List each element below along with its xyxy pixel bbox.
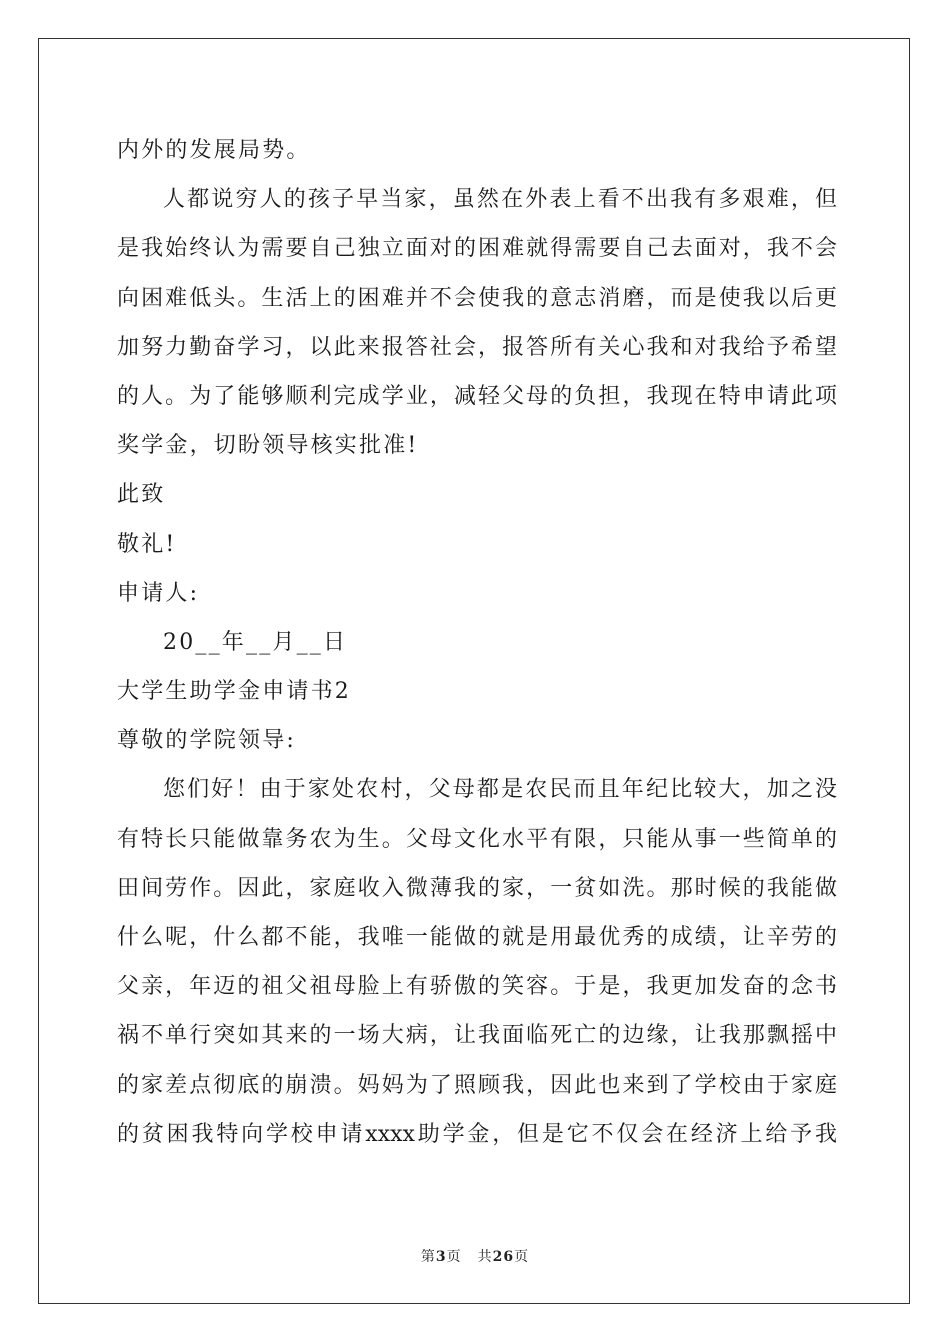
- document-body: [117, 126, 837, 1159]
- page-total: 26: [492, 1249, 515, 1265]
- text-line: 加努力勤奋学习，以此来报答社会，报答所有关心我和对我给予希望: [117, 334, 837, 360]
- page-prefix: 第: [420, 1249, 436, 1265]
- page-suffix: 页: [446, 1249, 462, 1265]
- applicant-label: 申请人:: [117, 580, 200, 606]
- text-line: 有特长只能做靠务农为生。父母文化水平有限，只能从事一些简单的: [117, 826, 837, 852]
- text-line: 的家差点彻底的崩溃。妈妈为了照顾我，因此也来到了学校由于家庭: [117, 1072, 837, 1098]
- page-footer: [0, 1246, 950, 1266]
- text-line: 奖学金，切盼领导核实批准!: [117, 433, 419, 459]
- text-line: 是我始终认为需要自己独立面对的困难就得需要自己去面对，我不会: [117, 236, 837, 262]
- text-line: 什么呢，什么都不能，我唯一能做的就是用最优秀的成绩，让辛劳的: [117, 925, 837, 950]
- total-suffix: 页: [514, 1249, 530, 1265]
- text-line: 内外的发展局势。: [117, 138, 311, 163]
- total-prefix: 共: [477, 1249, 493, 1265]
- section-title: 大学生助学金申请书2: [117, 679, 351, 705]
- text-line: 父亲，年迈的祖父祖母脸上有骄傲的笑容。于是，我更加发奋的念书: [117, 974, 837, 1000]
- text-line: 向困难低头。生活上的困难并不会使我的意志消磨，而是使我以后更: [117, 285, 837, 311]
- greeting: 尊敬的学院领导:: [117, 728, 297, 754]
- text-line: 您们好！由于家处农村，父母都是农民而且年纪比较大，加之没: [163, 777, 837, 803]
- closing-salutation: 此致: [117, 482, 166, 508]
- text-line: 的贫困我特向学校申请xxxx助学金，但是它不仅会在经济上给予我: [117, 1121, 837, 1147]
- text-line: 人都说穷人的孩子早当家，虽然在外表上看不出我有多艰难，但: [163, 187, 837, 213]
- closing-regards: 敬礼!: [117, 531, 177, 557]
- date-line: 20__年__月__日: [163, 629, 348, 655]
- text-line: 祸不单行突如其来的一场大病，让我面临死亡的边缘，让我那飘摇中: [117, 1023, 837, 1049]
- text-line: 田间劳作。因此，家庭收入微薄我的家，一贫如洗。那时候的我能做: [117, 875, 837, 901]
- page-current: 3: [435, 1249, 447, 1265]
- text-line: 的人。为了能够顺利完成学业，减轻父母的负担，我现在特申请此项: [117, 383, 837, 409]
